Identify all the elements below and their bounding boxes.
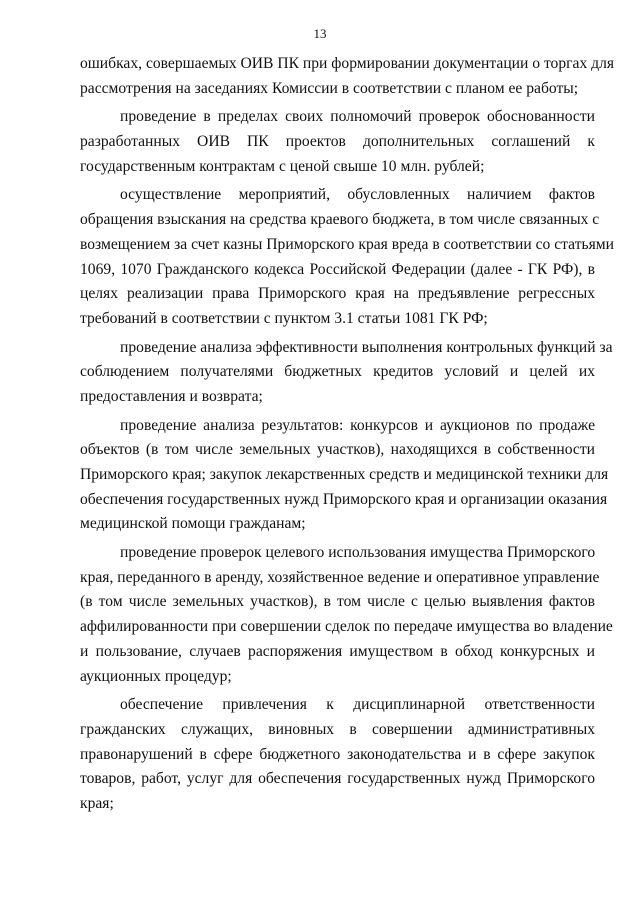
text-line: проведение проверок целевого использования имущества Приморского xyxy=(120,544,596,562)
text-line: края; xyxy=(80,794,114,812)
text-line: Приморского края; закупок лекарственных средств и медицинской техники для xyxy=(80,466,609,483)
text-line: аукционных процедур; xyxy=(80,667,232,685)
paragraph xyxy=(80,541,613,689)
text-line: аффилированности при совершении сделок по передаче имущества во владение xyxy=(80,618,613,636)
paragraph xyxy=(80,693,595,816)
text-line: (в том числе земельных участков), в том числе с целью выявления фактов xyxy=(80,593,595,611)
text-line: объектов (в том числе земельных участков), находящихся в собственности xyxy=(80,441,595,459)
text-line: целях реализации права Приморского края на предъявление регрессных xyxy=(80,285,595,303)
text-line: товаров, работ, услуг для обеспечения государственных нужд Приморского xyxy=(80,770,595,788)
text-line: гражданских служащих, виновных в совершении административных xyxy=(80,720,595,738)
text-line: проведение анализа результатов: конкурсов и аукционов по продаже xyxy=(120,416,595,434)
text-line: обеспечения государственных нужд Приморского края и организации оказания xyxy=(80,490,608,508)
text-line: государственным контрактам с ценой свыше 10 млн. рублей; xyxy=(80,157,485,175)
paragraph xyxy=(80,105,595,179)
text-line: предоставления и возврата; xyxy=(80,387,263,405)
text-line: медицинской помощи гражданам; xyxy=(80,515,306,533)
paragraph xyxy=(80,52,615,101)
text-line: обращения взыскания на средства краевого бюджета, в том числе связанных с xyxy=(80,211,600,229)
text-line: обеспечение привлечения к дисциплинарной ответственности xyxy=(120,696,595,714)
paragraph xyxy=(80,183,615,331)
page-number: 13 xyxy=(313,26,327,41)
body-text xyxy=(80,52,615,817)
text-line: проведение в пределах своих полномочий проверок обоснованности xyxy=(120,108,595,126)
text-line: края, переданного в аренду, хозяйственное ведение и оперативное управление xyxy=(80,568,600,586)
text-line: ошибках, совершаемых ОИВ ПК при формировании документации о торгах для xyxy=(80,55,615,72)
text-line: возмещением за счет казны Приморского края вреда в соответствии со статьями xyxy=(80,235,615,253)
text-line: правонарушений в сфере бюджетного законодательства и в сфере закупок xyxy=(80,745,595,763)
text-line: требований в соответствии с пунктом 3.1 статьи 1081 ГК РФ; xyxy=(80,309,488,327)
text-line: соблюдением получателями бюджетных кредитов условий и целей их xyxy=(80,363,595,381)
text-line: рассмотрения на заседаниях Комиссии в соответствии с планом ее работы; xyxy=(80,79,579,97)
paragraph xyxy=(80,414,609,537)
text-line: и пользование, случаев распоряжения имуществом в обход конкурсных и xyxy=(80,642,595,660)
paragraph xyxy=(80,336,613,410)
text-line: разработанных ОИВ ПК проектов дополнительных соглашений к xyxy=(80,133,595,151)
text-line: осуществление мероприятий, обусловленных наличием фактов xyxy=(120,186,595,204)
text-line: 1069, 1070 Гражданского кодекса Российской Федерации (далее - ГК РФ), в xyxy=(80,260,595,278)
text-line: проведение анализа эффективности выполнения контрольных функций за xyxy=(120,338,613,356)
